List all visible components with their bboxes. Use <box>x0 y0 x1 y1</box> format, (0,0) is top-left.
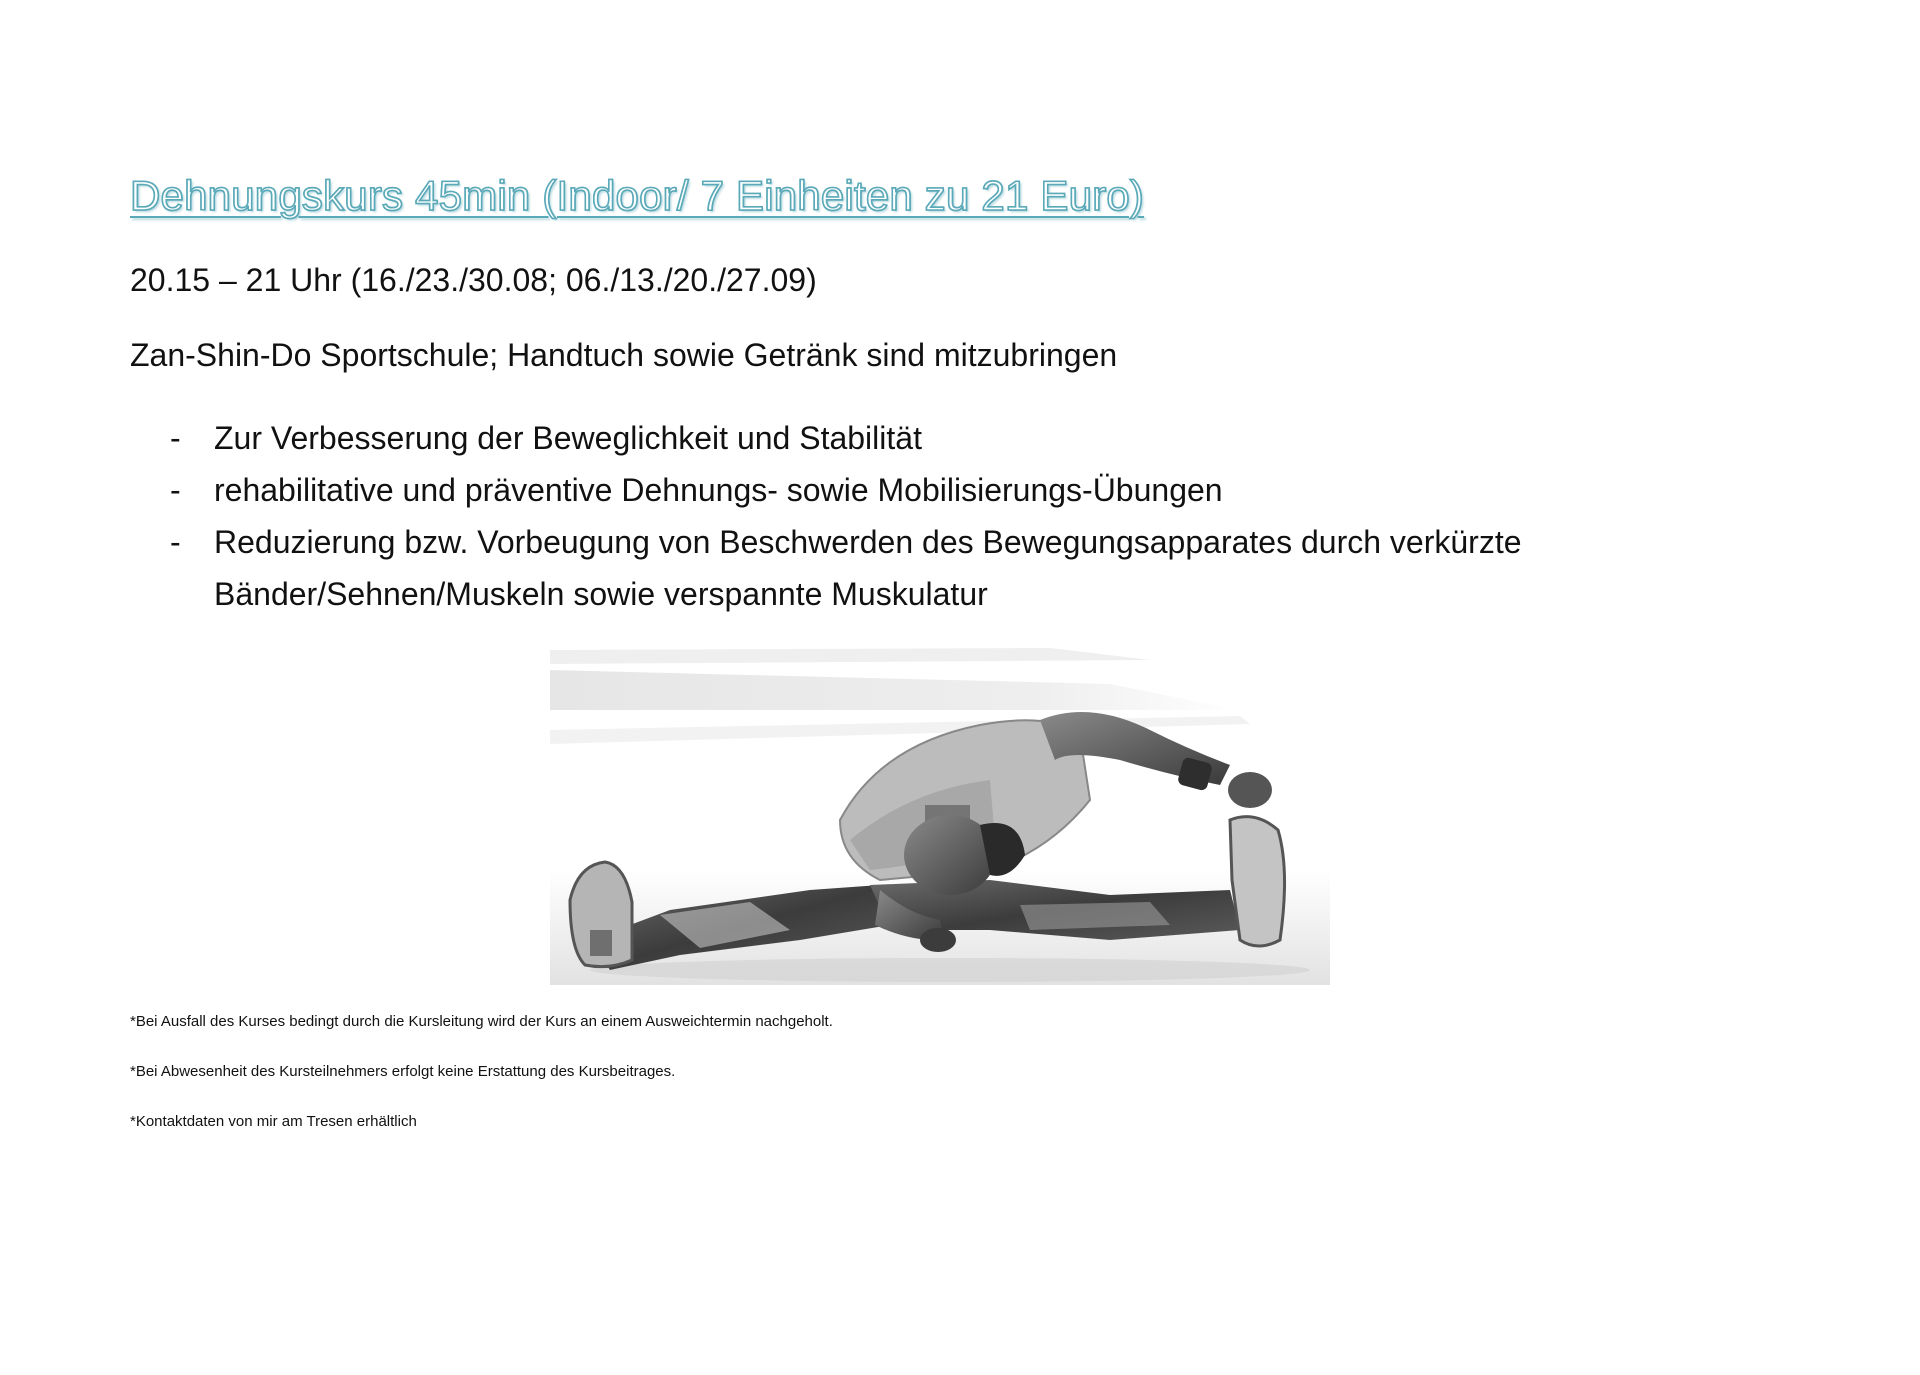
course-location: Zan-Shin-Do Sportschule; Handtuch sowie Getränk sind mitzubringen <box>130 337 1118 373</box>
document-title: Dehnungskurs 45min (Indoor/ 7 Einheiten zu 21 Euro) <box>130 172 1145 219</box>
list-item-text: Zur Verbesserung der Beweglichkeit und Stabilität <box>214 420 922 456</box>
list-item-text: Bänder/Sehnen/Muskeln sowie verspannte Muskulatur <box>214 576 988 612</box>
bullet-dash: - <box>170 524 181 560</box>
stretching-person-photo <box>550 640 1330 985</box>
list-item-continuation <box>170 568 1522 620</box>
course-schedule: 20.15 – 21 Uhr (16./23./30.08; 06./13./20./27.09) <box>130 262 817 298</box>
footnote-contact: *Kontaktdaten von mir am Tresen erhältlich <box>130 1113 417 1130</box>
footnote-absence: *Bei Abwesenheit des Kursteilnehmers erfolgt keine Erstattung des Kursbeitrages. <box>130 1063 676 1080</box>
list-item <box>170 464 1522 516</box>
list-item-text: Reduzierung bzw. Vorbeugung von Beschwerden des Bewegungsapparates durch verkürzte <box>214 524 1522 560</box>
bullet-dash: - <box>170 472 181 508</box>
bullet-dash: - <box>170 420 181 456</box>
list-item <box>170 516 1522 568</box>
benefits-list <box>170 412 1522 620</box>
list-item-text: rehabilitative und präventive Dehnungs- sowie Mobilisierungs-Übungen <box>214 472 1223 508</box>
footnote-cancellation: *Bei Ausfall des Kurses bedingt durch die Kursleitung wird der Kurs an einem Ausweichtermin nachgeholt. <box>130 1013 833 1030</box>
list-item <box>170 412 1522 464</box>
